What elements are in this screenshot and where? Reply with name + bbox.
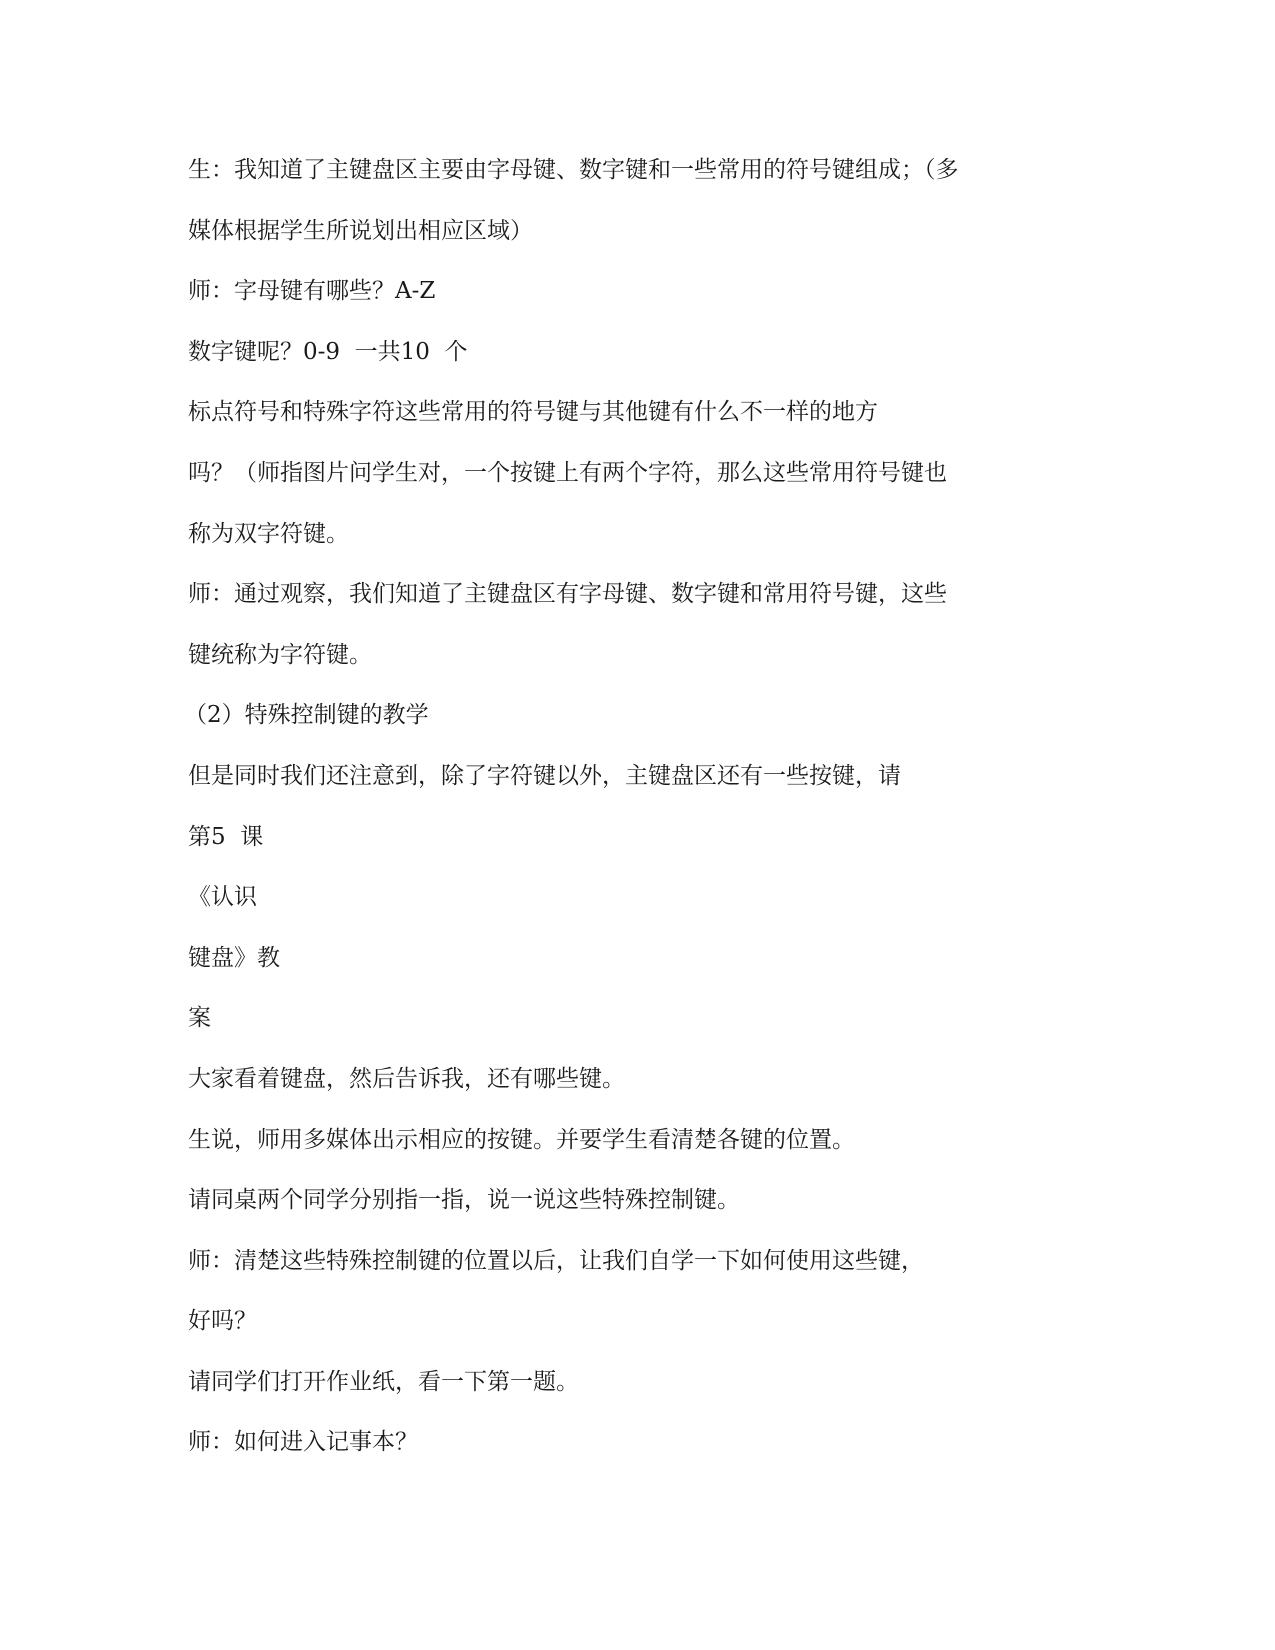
text-line-17: 生说，师用多媒体出示相应的按键。并要学生看清楚各键的位置。: [188, 1126, 855, 1153]
section-heading: （2）特殊控制键的教学: [184, 702, 429, 729]
text-line-1: 生：我知道了主键盘区主要由字母键、数字键和一些常用的符号键组成；（多: [188, 157, 959, 183]
text-line-19: 师：清楚这些特殊控制键的位置以后，让我们自学一下如何使用这些键，: [188, 1247, 924, 1274]
text-line-4: 数字键呢？0-9 一共10 个: [188, 338, 468, 365]
text-line-8: 师：通过观察，我们知道了主键盘区有字母键、数字键和常用符号键，这些: [188, 581, 947, 608]
document-body: [184, 140, 1068, 1473]
text-line-21: 请同学们打开作业纸，看一下第一题。: [188, 1368, 579, 1395]
text-line-20: 好吗？: [188, 1308, 257, 1335]
text-line-22: 师：如何进入记事本？: [188, 1429, 418, 1456]
text-line-18: 请同桌两个同学分别指一指，说一说这些特殊控制键。: [188, 1187, 740, 1214]
text-line-5: 标点符号和特殊字符这些常用的符号键与其他键有什么不一样的地方: [188, 399, 878, 426]
text-line-2: 媒体根据学生所说划出相应区域）: [188, 217, 533, 244]
lesson-title-part-1: 第5 课: [188, 823, 264, 850]
lesson-title-part-4: 案: [188, 1005, 211, 1032]
text-line-9: 键统称为字符键。: [188, 641, 372, 668]
lesson-title-part-2: 《认识: [188, 884, 257, 911]
text-line-6: 吗？（师指图片问学生对，一个按键上有两个字符，那么这些常用符号键也: [188, 459, 947, 486]
text-line-16: 大家看着键盘，然后告诉我，还有哪些键。: [188, 1065, 625, 1092]
text-line-11: 但是同时我们还注意到，除了字符键以外，主键盘区还有一些按键，请: [188, 762, 901, 789]
text-line-3: 师：字母键有哪些？A-Z: [188, 278, 436, 305]
text-line-7: 称为双字符键。: [188, 520, 349, 547]
lesson-title-part-3: 键盘》教: [188, 944, 280, 971]
